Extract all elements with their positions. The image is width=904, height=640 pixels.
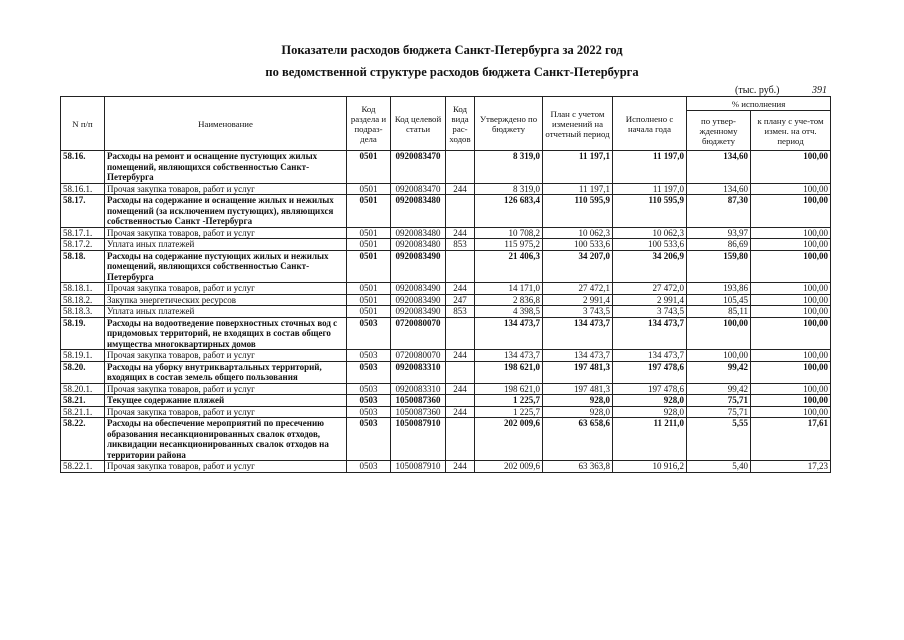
row-plan: 197 481,3 bbox=[543, 383, 613, 395]
col-header-pct-approved: по утвер-жденному бюджету bbox=[687, 111, 751, 151]
row-number: 58.17. bbox=[61, 195, 105, 228]
row-name: Текущее содержание пляжей bbox=[105, 395, 347, 407]
row-name: Прочая закупка товаров, работ и услуг bbox=[105, 383, 347, 395]
row-pct-approved: 75,71 bbox=[687, 406, 751, 418]
col-header-section: Код раздела и подраз-дела bbox=[347, 97, 391, 151]
row-approved: 21 406,3 bbox=[475, 250, 543, 283]
row-executed: 27 472,0 bbox=[613, 283, 687, 295]
row-executed: 10 062,3 bbox=[613, 227, 687, 239]
row-number: 58.18.3. bbox=[61, 306, 105, 318]
row-kind-code bbox=[446, 250, 475, 283]
row-target-code: 1050087360 bbox=[391, 406, 446, 418]
row-name: Расходы на содержание пустующих жилых и нежилых помещений, являющихся собственностью Санкт-Петербурга bbox=[105, 250, 347, 283]
row-executed: 34 206,9 bbox=[613, 250, 687, 283]
row-approved: 202 009,6 bbox=[475, 461, 543, 473]
row-kind-code bbox=[446, 151, 475, 184]
row-target-code: 1050087910 bbox=[391, 418, 446, 461]
row-section-code: 0501 bbox=[347, 306, 391, 318]
table-body bbox=[61, 151, 831, 473]
row-pct-approved: 134,60 bbox=[687, 183, 751, 195]
row-approved: 8 319,0 bbox=[475, 183, 543, 195]
row-number: 58.21.1. bbox=[61, 406, 105, 418]
table-row bbox=[61, 250, 831, 283]
row-executed: 11 197,0 bbox=[613, 183, 687, 195]
row-kind-code: 247 bbox=[446, 294, 475, 306]
col-header-target: Код целевой статьи bbox=[391, 97, 446, 151]
row-kind-code: 244 bbox=[446, 183, 475, 195]
row-plan: 3 743,5 bbox=[543, 306, 613, 318]
table-row bbox=[61, 151, 831, 184]
row-plan: 34 207,0 bbox=[543, 250, 613, 283]
row-target-code: 0720080070 bbox=[391, 350, 446, 362]
table-row bbox=[61, 406, 831, 418]
row-target-code: 0920083490 bbox=[391, 294, 446, 306]
row-approved: 198 621,0 bbox=[475, 361, 543, 383]
row-kind-code: 853 bbox=[446, 239, 475, 251]
row-pct-plan: 100,00 bbox=[751, 395, 831, 407]
row-number: 58.20.1. bbox=[61, 383, 105, 395]
row-pct-approved: 100,00 bbox=[687, 350, 751, 362]
row-number: 58.17.2. bbox=[61, 239, 105, 251]
row-approved: 1 225,7 bbox=[475, 406, 543, 418]
col-header-name: Наименование bbox=[105, 97, 347, 151]
row-pct-approved: 5,40 bbox=[687, 461, 751, 473]
row-kind-code: 244 bbox=[446, 383, 475, 395]
row-number: 58.22. bbox=[61, 418, 105, 461]
row-executed: 10 916,2 bbox=[613, 461, 687, 473]
row-executed: 110 595,9 bbox=[613, 195, 687, 228]
row-executed: 928,0 bbox=[613, 406, 687, 418]
row-pct-approved: 99,42 bbox=[687, 361, 751, 383]
row-approved: 8 319,0 bbox=[475, 151, 543, 184]
row-section-code: 0503 bbox=[347, 418, 391, 461]
row-number: 58.19.1. bbox=[61, 350, 105, 362]
table-row bbox=[61, 227, 831, 239]
row-pct-plan: 100,00 bbox=[751, 183, 831, 195]
row-kind-code: 244 bbox=[446, 406, 475, 418]
row-plan: 27 472,1 bbox=[543, 283, 613, 295]
row-plan: 928,0 bbox=[543, 406, 613, 418]
row-pct-plan: 100,00 bbox=[751, 317, 831, 350]
row-approved: 1 225,7 bbox=[475, 395, 543, 407]
row-approved: 134 473,7 bbox=[475, 317, 543, 350]
row-number: 58.18.2. bbox=[61, 294, 105, 306]
row-pct-plan: 100,00 bbox=[751, 383, 831, 395]
row-approved: 14 171,0 bbox=[475, 283, 543, 295]
row-executed: 134 473,7 bbox=[613, 317, 687, 350]
row-pct-approved: 134,60 bbox=[687, 151, 751, 184]
row-kind-code bbox=[446, 361, 475, 383]
table-row bbox=[61, 183, 831, 195]
row-plan: 100 533,6 bbox=[543, 239, 613, 251]
row-section-code: 0503 bbox=[347, 317, 391, 350]
row-number: 58.17.1. bbox=[61, 227, 105, 239]
row-pct-plan: 100,00 bbox=[751, 306, 831, 318]
row-number: 58.22.1. bbox=[61, 461, 105, 473]
row-number: 58.21. bbox=[61, 395, 105, 407]
row-kind-code: 244 bbox=[446, 283, 475, 295]
row-name: Расходы на обеспечение мероприятий по пресечению образования несанкционированных свалок отходов, ликвидации несанкционированных свалок отходов на территории района bbox=[105, 418, 347, 461]
row-executed: 197 478,6 bbox=[613, 383, 687, 395]
table-row bbox=[61, 350, 831, 362]
row-pct-plan: 100,00 bbox=[751, 239, 831, 251]
table-row bbox=[61, 361, 831, 383]
row-number: 58.19. bbox=[61, 317, 105, 350]
row-pct-approved: 93,97 bbox=[687, 227, 751, 239]
row-approved: 126 683,4 bbox=[475, 195, 543, 228]
row-name: Уплата иных платежей bbox=[105, 239, 347, 251]
row-number: 58.20. bbox=[61, 361, 105, 383]
row-section-code: 0501 bbox=[347, 283, 391, 295]
row-pct-plan: 100,00 bbox=[751, 250, 831, 283]
row-number: 58.16. bbox=[61, 151, 105, 184]
row-section-code: 0501 bbox=[347, 183, 391, 195]
row-name: Прочая закупка товаров, работ и услуг bbox=[105, 183, 347, 195]
row-pct-plan: 100,00 bbox=[751, 350, 831, 362]
row-executed: 11 197,0 bbox=[613, 151, 687, 184]
col-header-num: N п/п bbox=[61, 97, 105, 151]
table-row bbox=[61, 283, 831, 295]
row-name: Прочая закупка товаров, работ и услуг bbox=[105, 283, 347, 295]
budget-table bbox=[60, 96, 831, 473]
row-target-code: 0920083310 bbox=[391, 383, 446, 395]
row-pct-approved: 85,11 bbox=[687, 306, 751, 318]
row-name: Расходы на содержание и оснащение жилых и нежилых помещений (за исключением пустующих), являющихся собственностью Санкт -Петербурга bbox=[105, 195, 347, 228]
row-section-code: 0503 bbox=[347, 383, 391, 395]
row-executed: 134 473,7 bbox=[613, 350, 687, 362]
row-pct-approved: 5,55 bbox=[687, 418, 751, 461]
row-plan: 197 481,3 bbox=[543, 361, 613, 383]
row-pct-approved: 105,45 bbox=[687, 294, 751, 306]
row-section-code: 0503 bbox=[347, 350, 391, 362]
row-pct-plan: 100,00 bbox=[751, 283, 831, 295]
row-section-code: 0503 bbox=[347, 395, 391, 407]
row-kind-code: 244 bbox=[446, 227, 475, 239]
row-approved: 10 708,2 bbox=[475, 227, 543, 239]
row-plan: 11 197,1 bbox=[543, 183, 613, 195]
row-target-code: 0920083470 bbox=[391, 183, 446, 195]
row-pct-plan: 17,61 bbox=[751, 418, 831, 461]
report-title: Показатели расходов бюджета Санкт-Петербурга за 2022 год bbox=[281, 43, 623, 57]
row-name: Прочая закупка товаров, работ и услуг bbox=[105, 350, 347, 362]
col-header-plan: План с учетом изменений на отчетный период bbox=[543, 97, 613, 151]
row-target-code: 0920083490 bbox=[391, 250, 446, 283]
table-row bbox=[61, 461, 831, 473]
row-pct-plan: 100,00 bbox=[751, 195, 831, 228]
row-approved: 198 621,0 bbox=[475, 383, 543, 395]
row-pct-approved: 99,42 bbox=[687, 383, 751, 395]
row-plan: 63 658,6 bbox=[543, 418, 613, 461]
row-name: Расходы на водоотведение поверхностных сточных вод с придомовых территорий, не входящих в состав общего имущества многоквартирных домов bbox=[105, 317, 347, 350]
row-target-code: 0920083480 bbox=[391, 227, 446, 239]
row-plan: 928,0 bbox=[543, 395, 613, 407]
row-section-code: 0501 bbox=[347, 151, 391, 184]
row-section-code: 0501 bbox=[347, 250, 391, 283]
table-row bbox=[61, 317, 831, 350]
row-approved: 2 836,8 bbox=[475, 294, 543, 306]
row-approved: 115 975,2 bbox=[475, 239, 543, 251]
table-row bbox=[61, 294, 831, 306]
row-pct-plan: 100,00 bbox=[751, 151, 831, 184]
row-pct-approved: 75,71 bbox=[687, 395, 751, 407]
page-number: 391 bbox=[812, 85, 827, 96]
row-number: 58.16.1. bbox=[61, 183, 105, 195]
row-pct-plan: 100,00 bbox=[751, 361, 831, 383]
row-pct-approved: 86,69 bbox=[687, 239, 751, 251]
row-plan: 2 991,4 bbox=[543, 294, 613, 306]
row-approved: 134 473,7 bbox=[475, 350, 543, 362]
row-plan: 63 363,8 bbox=[543, 461, 613, 473]
row-kind-code bbox=[446, 418, 475, 461]
row-pct-plan: 17,23 bbox=[751, 461, 831, 473]
row-section-code: 0503 bbox=[347, 361, 391, 383]
row-plan: 10 062,3 bbox=[543, 227, 613, 239]
row-section-code: 0503 bbox=[347, 406, 391, 418]
row-plan: 11 197,1 bbox=[543, 151, 613, 184]
row-target-code: 0920083470 bbox=[391, 151, 446, 184]
row-kind-code bbox=[446, 317, 475, 350]
row-section-code: 0503 bbox=[347, 461, 391, 473]
table-row bbox=[61, 418, 831, 461]
row-target-code: 0920083480 bbox=[391, 239, 446, 251]
report-subtitle: по ведомственной структуре расходов бюджета Санкт-Петербурга bbox=[265, 65, 639, 79]
table-row bbox=[61, 383, 831, 395]
table-row bbox=[61, 239, 831, 251]
row-target-code: 1050087910 bbox=[391, 461, 446, 473]
row-target-code: 0920083310 bbox=[391, 361, 446, 383]
col-header-executed: Исполнено с начала года bbox=[613, 97, 687, 151]
row-section-code: 0501 bbox=[347, 227, 391, 239]
row-pct-approved: 193,86 bbox=[687, 283, 751, 295]
row-approved: 4 398,5 bbox=[475, 306, 543, 318]
row-plan: 110 595,9 bbox=[543, 195, 613, 228]
row-kind-code bbox=[446, 395, 475, 407]
col-header-kind: Код вида рас-ходов bbox=[446, 97, 475, 151]
row-name: Прочая закупка товаров, работ и услуг bbox=[105, 406, 347, 418]
row-section-code: 0501 bbox=[347, 195, 391, 228]
row-pct-plan: 100,00 bbox=[751, 227, 831, 239]
row-approved: 202 009,6 bbox=[475, 418, 543, 461]
row-kind-code: 244 bbox=[446, 350, 475, 362]
unit-label: (тыс. руб.) bbox=[735, 85, 780, 96]
row-name: Уплата иных платежей bbox=[105, 306, 347, 318]
row-plan: 134 473,7 bbox=[543, 350, 613, 362]
row-executed: 197 478,6 bbox=[613, 361, 687, 383]
row-pct-approved: 159,80 bbox=[687, 250, 751, 283]
row-name: Расходы на ремонт и оснащение пустующих жилых помещений, являющихся собственностью Санкт-Петербурга bbox=[105, 151, 347, 184]
row-pct-plan: 100,00 bbox=[751, 406, 831, 418]
row-target-code: 0920083490 bbox=[391, 283, 446, 295]
row-target-code: 0920083490 bbox=[391, 306, 446, 318]
col-header-pct-group: % исполнения bbox=[687, 97, 831, 111]
row-name: Прочая закупка товаров, работ и услуг bbox=[105, 461, 347, 473]
row-plan: 134 473,7 bbox=[543, 317, 613, 350]
table-row bbox=[61, 306, 831, 318]
row-kind-code bbox=[446, 195, 475, 228]
row-executed: 2 991,4 bbox=[613, 294, 687, 306]
col-header-pct-plan: к плану с уче-том измен. на отч. период bbox=[751, 111, 831, 151]
row-kind-code: 244 bbox=[446, 461, 475, 473]
row-name: Закупка энергетических ресурсов bbox=[105, 294, 347, 306]
row-target-code: 1050087360 bbox=[391, 395, 446, 407]
row-executed: 100 533,6 bbox=[613, 239, 687, 251]
row-target-code: 0720080070 bbox=[391, 317, 446, 350]
row-executed: 11 211,0 bbox=[613, 418, 687, 461]
row-pct-approved: 87,30 bbox=[687, 195, 751, 228]
col-header-approved: Утверждено по бюджету bbox=[475, 97, 543, 151]
row-kind-code: 853 bbox=[446, 306, 475, 318]
row-pct-approved: 100,00 bbox=[687, 317, 751, 350]
row-number: 58.18. bbox=[61, 250, 105, 283]
row-name: Расходы на уборку внутриквартальных территорий, входящих в состав земель общего пользования bbox=[105, 361, 347, 383]
row-number: 58.18.1. bbox=[61, 283, 105, 295]
row-executed: 3 743,5 bbox=[613, 306, 687, 318]
row-section-code: 0501 bbox=[347, 294, 391, 306]
row-name: Прочая закупка товаров, работ и услуг bbox=[105, 227, 347, 239]
row-executed: 928,0 bbox=[613, 395, 687, 407]
row-target-code: 0920083480 bbox=[391, 195, 446, 228]
row-section-code: 0501 bbox=[347, 239, 391, 251]
table-row bbox=[61, 195, 831, 228]
table-row bbox=[61, 395, 831, 407]
row-pct-plan: 100,00 bbox=[751, 294, 831, 306]
